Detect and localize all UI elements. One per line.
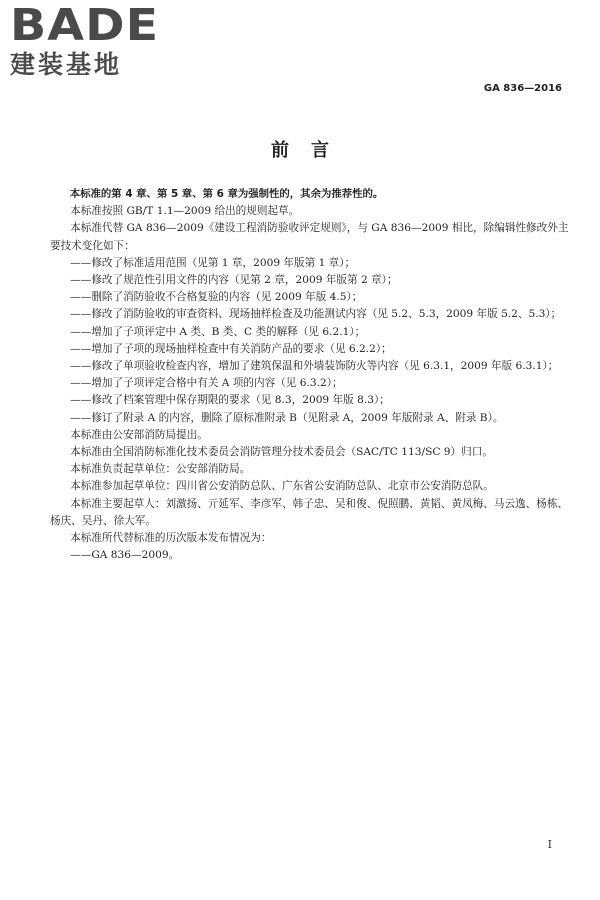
change-item: ——修改了消防验收的审查资料、现场抽样检查及功能测试内容（见 5.2、5.3，2009 年版 5.2、5.3）； xyxy=(70,308,562,321)
paragraph-mandatory-notice: 本标准的第 4 章、第 5 章、第 6 章为强制性的，其余为推荐性的。 xyxy=(69,188,384,200)
paragraph-participating-drafters: 本标准参加起草单位：四川省公安消防总队、广东省公安消防总队、北京市公安消防总队。 xyxy=(70,480,494,493)
change-item: ——修改了标准适用范围（见第 1 章，2009 年版第 1 章）； xyxy=(70,256,356,269)
bade-logo xyxy=(10,0,160,80)
change-item: ——删除了消防验收不合格复验的内容（见 2009 年版 4.5）； xyxy=(70,291,363,304)
page-number: I xyxy=(547,838,552,851)
change-item: ——修订了附录 A 的内容，删除了原标准附录 B（见附录 A，2009 年版附录 A、附录 B）。 xyxy=(70,411,504,424)
paragraph-proposed-by: 本标准由公安部消防局提出。 xyxy=(70,428,208,441)
change-item: ——修改了规范性引用文件的内容（见第 2 章，2009 年版第 2 章）； xyxy=(70,274,398,287)
logo-subtitle: 建装基地 xyxy=(10,50,123,79)
paragraph-centralized-by: 本标准由全国消防标准化技术委员会消防管理分技术委员会（SAC/TC 113/SC 9）归口。 xyxy=(70,446,493,459)
document-body xyxy=(50,186,575,564)
change-item: ——增加了子项的现场抽样检查中有关消防产品的要求（见 6.2.2）； xyxy=(70,342,392,355)
paragraph-responsible-drafter: 本标准负责起草单位：公安部消防局。 xyxy=(70,463,251,476)
logo-wordmark: BADE xyxy=(10,0,160,51)
change-item: ——增加了子项评定合格中有关 A 项的内容（见 6.3.2）； xyxy=(70,377,343,390)
paragraph-replaces: 本标准代替 GA 836—2009《建设工程消防验收评定规则》，与 GA 836—2009 相比，除编辑性修改外主要技术变化如下： xyxy=(50,222,569,252)
change-item: ——修改了档案管理中保存期限的要求（见 8.3，2009 年版 8.3）； xyxy=(70,394,390,407)
paragraph-main-drafters: 本标准主要起草人：刘激扬、亓延军、李彦军、韩子忠、吴和俊、倪照鹏、黄韬、黄凤梅、马云逸、杨栋、杨庆、吴丹、徐大军。 xyxy=(50,497,569,527)
history-item: ——GA 836—2009。 xyxy=(70,549,180,562)
paragraph-version-history: 本标准所代替标准的历次版本发布情况为： xyxy=(70,532,272,545)
change-item: ——增加了子项评定中 A 类、B 类、C 类的解释（见 6.2.1）； xyxy=(70,325,366,338)
standard-code: GA 836—2016 xyxy=(483,83,562,94)
page-title: 前言 xyxy=(271,140,351,161)
change-item: ——修改了单项验收检查内容，增加了建筑保温和外墙装饰防火等内容（见 6.3.1，2009 年版 6.3.1）； xyxy=(70,360,559,373)
paragraph-drafting-rules: 本标准按照 GB/T 1.1—2009 给出的规则起草。 xyxy=(70,205,300,218)
